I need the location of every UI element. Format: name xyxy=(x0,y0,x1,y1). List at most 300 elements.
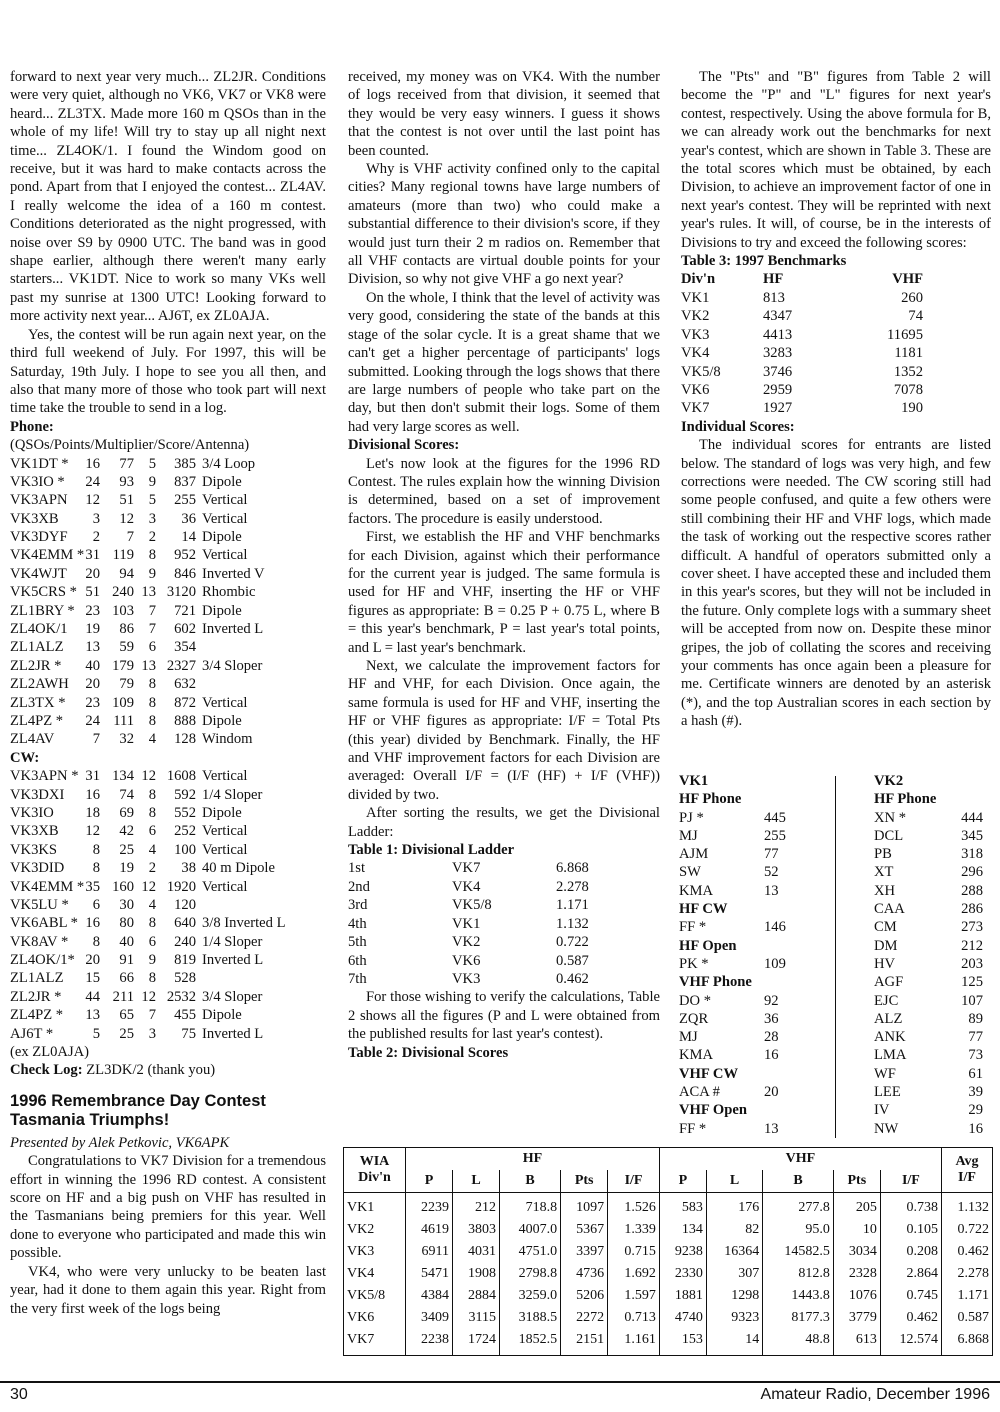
t2-value: 5206 xyxy=(561,1285,608,1307)
entrant-callsign: ACA # xyxy=(679,1084,720,1101)
table-row xyxy=(344,1307,993,1329)
bench-hf: 4347 xyxy=(763,308,793,325)
cell-callsign: VK4EMM * xyxy=(10,547,85,564)
t2-value: 1852.5 xyxy=(500,1329,561,1356)
column-1 xyxy=(10,68,326,1318)
cell-multiplier: 9 xyxy=(148,952,156,969)
t2-value: 0.713 xyxy=(608,1307,660,1329)
t2-value: 277.8 xyxy=(763,1193,834,1220)
cell-points: 74 xyxy=(119,786,134,803)
cell-points: 79 xyxy=(119,676,134,693)
cell-antenna: Vertical xyxy=(202,878,248,895)
cell-multiplier: 12 xyxy=(141,878,156,895)
cell-points: 12 xyxy=(119,510,134,527)
vk2-title: VK2 xyxy=(874,773,904,789)
t2-value: 1.132 xyxy=(942,1193,993,1220)
cell-points: 86 xyxy=(119,621,134,638)
cell-score: 36 xyxy=(181,510,196,527)
cell-callsign: VK3APN xyxy=(10,492,68,509)
cell-antenna: 3/4 Sloper xyxy=(202,988,263,1005)
entrant-callsign: NW xyxy=(874,1120,899,1137)
entrant-score: 125 xyxy=(961,974,983,991)
t2-value: 3779 xyxy=(833,1307,880,1329)
cell-callsign: ZL3TX * xyxy=(10,694,66,711)
paragraph: The "Pts" and "B" figures from Table 2 will become the "P" and "L" figures for next year's contest, respectively. Using the above formula for B, we can already work out the benchmarks for next year's contest, which are shown in Table 3. These are the total scores which must be obtained, by each Division, to achieve an improvement factor of one in next year's contest. They will be reprinted with next year's rules. It will, of course, be in the interests of Divisions to try and exceed the following scores: xyxy=(681,69,991,251)
entrant-callsign: MJ xyxy=(679,827,698,844)
cell-callsign: ZL4AV xyxy=(10,731,55,748)
entrant-callsign: CAA xyxy=(874,901,905,918)
entrant-score: 318 xyxy=(961,846,983,863)
bench-vhf: 11695 xyxy=(887,326,923,343)
cell-antenna: 3/4 Sloper xyxy=(202,657,263,674)
table-row xyxy=(344,1241,993,1263)
ladder-division: VK6 xyxy=(452,952,481,969)
t2-value: 1.526 xyxy=(608,1193,660,1220)
cell-qsos: 31 xyxy=(85,768,100,785)
cw-heading: CW: xyxy=(10,749,40,766)
cell-antenna: 40 m Dipole xyxy=(202,860,275,877)
cell-callsign: ZL2JR * xyxy=(10,657,62,674)
ladder-rank: 1st xyxy=(348,860,366,877)
cell-callsign: ZL1ALZ xyxy=(10,639,64,656)
cell-points: 32 xyxy=(119,731,134,748)
cell-points: 69 xyxy=(119,804,134,821)
ladder-score: 0.722 xyxy=(556,934,589,951)
table-row xyxy=(344,1329,993,1356)
entrant-score: 345 xyxy=(961,827,983,844)
t2-value: 2239 xyxy=(406,1193,453,1220)
cell-multiplier: 13 xyxy=(141,657,156,674)
vk1-section-heading: VHF CW xyxy=(679,1065,739,1082)
ladder-division: VK1 xyxy=(452,915,481,932)
bench-header-div: Div'n xyxy=(681,271,716,288)
bench-division: VK3 xyxy=(681,326,710,343)
cell-multiplier: 8 xyxy=(148,804,156,821)
entrant-callsign: ANK xyxy=(874,1029,906,1046)
cell-callsign: VK3XB xyxy=(10,823,59,840)
publication-info: Amateur Radio, December 1996 xyxy=(760,1386,990,1403)
ladder-division: VK2 xyxy=(452,934,481,951)
cell-score: 240 xyxy=(174,933,196,950)
t2-value: 4007.0 xyxy=(500,1219,561,1241)
table-row xyxy=(344,1285,993,1307)
cell-points: 25 xyxy=(119,841,134,858)
t2-value: 4740 xyxy=(659,1307,706,1329)
bench-division: VK6 xyxy=(681,381,710,398)
cell-score: 528 xyxy=(174,970,196,987)
vk1-section-heading: VHF Open xyxy=(679,1102,747,1119)
t2-value: 205 xyxy=(833,1193,880,1220)
cell-callsign: VK5CRS * xyxy=(10,584,77,601)
t2-division: VK7 xyxy=(344,1329,406,1356)
cell-callsign: AJ6T * xyxy=(10,1025,54,1042)
cell-qsos: 13 xyxy=(85,1007,100,1024)
individual-scores-heading: Individual Scores: xyxy=(681,418,795,435)
cell-antenna: Inverted V xyxy=(202,565,265,582)
entrant-callsign: DO * xyxy=(679,992,712,1009)
column-3 xyxy=(681,68,991,731)
t2-subheader: I/F xyxy=(608,1170,660,1193)
cell-points: 25 xyxy=(119,1025,134,1042)
cell-points: 65 xyxy=(119,1007,134,1024)
t2-value: 1908 xyxy=(453,1263,500,1285)
entrant-callsign: LEE xyxy=(874,1084,901,1101)
cell-antenna: Dipole xyxy=(202,804,242,821)
entrant-callsign: IV xyxy=(874,1102,890,1119)
cell-points: 93 xyxy=(119,473,134,490)
entrant-callsign: KMA xyxy=(679,882,714,899)
bench-division: VK5/8 xyxy=(681,363,721,380)
cell-score: 354 xyxy=(174,639,196,656)
cell-multiplier: 13 xyxy=(141,584,156,601)
t2-subheader: B xyxy=(500,1170,561,1193)
cell-multiplier: 2 xyxy=(148,529,156,546)
cell-multiplier: 9 xyxy=(148,473,156,490)
t2-value: 3397 xyxy=(561,1241,608,1263)
cell-score: 38 xyxy=(181,860,196,877)
t2-value: 8177.3 xyxy=(763,1307,834,1329)
cell-callsign: VK3DID xyxy=(10,860,65,877)
cell-multiplier: 12 xyxy=(141,768,156,785)
cell-score: 888 xyxy=(174,713,196,729)
t2-value: 2.278 xyxy=(942,1263,993,1285)
cell-points: 59 xyxy=(119,639,134,656)
entrant-score: 61 xyxy=(968,1065,983,1082)
bench-header-hf: HF xyxy=(763,271,784,288)
cell-callsign: VK3DXI xyxy=(10,786,65,803)
ladder-rank: 2nd xyxy=(348,878,370,895)
cell-antenna: Inverted L xyxy=(202,621,264,638)
entrant-callsign: XH xyxy=(874,882,896,899)
cell-callsign: VK6ABL * xyxy=(10,915,78,932)
entrant-callsign: MJ xyxy=(679,1029,698,1046)
paragraph: First, we establish the HF and VHF benchmarks for each Division, against which their performance for the current year is judged. The same formula is used for HF and VHF, inserting the HF or VHF figures as appropriate: B = 0.25 P + 0.75 L, where B = this year's benchmark, P = last year's total points, and L = last year's benchmark. xyxy=(348,529,660,656)
ladder-division: VK4 xyxy=(452,878,481,895)
cell-antenna: 3/4 Loop xyxy=(202,455,256,472)
paragraph: On the whole, I think that the level of activity was very good, considering the state of the bands at this stage of the solar cycle. It is a great shame that we can't get a higher percentage of participants' logs submitted. Looking through the logs shows that there are large numbers of people who take part on the day, but then don't submit their logs. Some of them had very large scores as well. xyxy=(348,289,660,435)
bench-hf: 3283 xyxy=(763,345,793,362)
cell-antenna: Rhombic xyxy=(202,584,256,601)
ex-note: (ex ZL0AJA) xyxy=(10,1044,90,1061)
cell-score: 14 xyxy=(181,529,196,546)
t2-value: 1076 xyxy=(833,1285,880,1307)
paragraph: Yes, the contest will be run again next year, on the third full weekend of July. For 1997, this will be Saturday, 19th July. I hope to see you all then, and also that many more of those who took part will next time take the trouble to send in a log. xyxy=(10,326,326,417)
cell-score: 1920 xyxy=(166,878,196,895)
bench-hf: 3746 xyxy=(763,363,793,380)
cell-multiplier: 5 xyxy=(148,455,156,472)
bench-hf: 813 xyxy=(763,289,785,306)
cell-antenna: Vertical xyxy=(202,841,248,858)
cell-qsos: 20 xyxy=(85,952,100,969)
cell-callsign: VK5LU * xyxy=(10,896,69,913)
cell-callsign: VK3APN * xyxy=(10,768,79,785)
paragraph: Next, we calculate the improvement factors for HF and VHF, for each Division. Once again, the same formula is used for HF and VHF, inserting the HF or VHF figures as appropriate: I/F = Total Pts (this year) divided by Benchmark. Finally, the HF and VHF improvement factors for each Division are averaged: Overall I/F = (I/F (HF) + I/F (VHF)) divided by two. xyxy=(348,658,660,803)
vk2-section: HF Phone xyxy=(874,791,937,808)
cell-score: 846 xyxy=(174,565,196,582)
cell-qsos: 44 xyxy=(85,988,100,1005)
entrant-callsign: EJC xyxy=(874,992,899,1009)
cell-score: 255 xyxy=(174,492,196,509)
ladder-score: 2.278 xyxy=(556,878,589,895)
cell-qsos: 16 xyxy=(85,786,100,803)
t2-value: 14582.5 xyxy=(763,1241,834,1263)
vk1-section-heading: HF CW xyxy=(679,901,728,918)
cell-points: 160 xyxy=(112,878,134,895)
bench-vhf: 74 xyxy=(908,308,923,325)
t2-value: 4384 xyxy=(406,1285,453,1307)
paragraph: Why is VHF activity confined only to the capital cities? Many regional towns have large numbers of amateurs (more than two) who could make a substantial difference to their division's score, if they would just turn their 2 m radios on. Remember that all VHF contacts are virtual double points for your Division, so why not give VHF a go next year? xyxy=(348,161,660,288)
t2-value: 2328 xyxy=(833,1263,880,1285)
cell-multiplier: 6 xyxy=(148,933,156,950)
cell-callsign: ZL1ALZ xyxy=(10,970,64,987)
entrant-callsign: DM xyxy=(874,937,898,954)
cell-points: 7 xyxy=(126,529,134,546)
cell-callsign: VK4WJT xyxy=(10,565,67,582)
cell-antenna: Dipole xyxy=(202,1007,242,1024)
cell-multiplier: 7 xyxy=(148,1007,156,1024)
vk1-section-heading: VHF Phone xyxy=(679,974,752,991)
cell-antenna: Vertical xyxy=(202,510,248,527)
paragraph: After sorting the results, we get the Divisional Ladder: xyxy=(348,805,660,840)
t2-value: 3188.5 xyxy=(500,1307,561,1329)
cell-qsos: 20 xyxy=(85,565,100,582)
t2-value: 1724 xyxy=(453,1329,500,1356)
cell-antenna xyxy=(202,638,326,656)
cell-score: 3120 xyxy=(166,584,196,601)
t2-value: 2151 xyxy=(561,1329,608,1356)
ladder-rank: 4th xyxy=(348,915,367,932)
cell-callsign: VK8AV * xyxy=(10,933,69,950)
check-log-label: Check Log: xyxy=(10,1062,83,1079)
bench-vhf: 190 xyxy=(901,400,923,417)
ladder-score: 6.868 xyxy=(556,860,589,877)
table1-title: Table 1: Divisional Ladder xyxy=(348,842,515,859)
cell-score: 128 xyxy=(174,731,196,748)
t2-value: 1.692 xyxy=(608,1263,660,1285)
entrant-callsign: XT xyxy=(874,864,894,881)
cell-score: 385 xyxy=(174,455,196,472)
column-2 xyxy=(348,68,660,1062)
table-row xyxy=(344,1263,993,1285)
cell-antenna: Inverted L xyxy=(202,952,264,969)
cell-antenna: Dipole xyxy=(202,713,242,729)
cell-qsos: 35 xyxy=(85,878,100,895)
cell-score: 120 xyxy=(174,896,196,913)
t2-subheader: P xyxy=(406,1170,453,1193)
t2-value: 0.722 xyxy=(942,1219,993,1241)
t2-division: VK2 xyxy=(344,1219,406,1241)
entrant-score: 89 xyxy=(968,1010,983,1027)
cell-qsos: 15 xyxy=(85,970,100,987)
t2-value: 1298 xyxy=(706,1285,762,1307)
vk1-section-heading: HF Phone xyxy=(679,791,742,808)
t2-value: 4736 xyxy=(561,1263,608,1285)
entrant-score: 77 xyxy=(764,846,779,863)
t2-value: 3259.0 xyxy=(500,1285,561,1307)
t2-value: 2.864 xyxy=(880,1263,941,1285)
t2-division: VK1 xyxy=(344,1193,406,1220)
t2-value: 6911 xyxy=(406,1241,453,1263)
divisional-ladder-table xyxy=(348,859,660,988)
cell-multiplier: 8 xyxy=(148,970,156,987)
t2-value: 0.715 xyxy=(608,1241,660,1263)
t2-subheader: Pts xyxy=(833,1170,880,1193)
t2-value: 1.597 xyxy=(608,1285,660,1307)
cell-antenna: 1/4 Sloper xyxy=(202,786,263,803)
entrant-callsign: FF * xyxy=(679,919,707,936)
cell-points: 77 xyxy=(119,455,134,472)
vk1-scores xyxy=(679,772,827,1138)
ladder-division: VK7 xyxy=(452,860,481,877)
t2-value: 1.171 xyxy=(942,1285,993,1307)
t2-value: 4751.0 xyxy=(500,1241,561,1263)
t2-subheader: B xyxy=(763,1170,834,1193)
cell-qsos: 16 xyxy=(85,915,100,932)
cell-qsos: 23 xyxy=(85,602,100,619)
paragraph: Let's now look at the figures for the 1996 RD Contest. The rules explain how the winning Division is determined, based on a set of improvement factors. The procedure is easily understood. xyxy=(348,455,660,527)
cell-score: 640 xyxy=(174,915,196,932)
t2-value: 1097 xyxy=(561,1193,608,1220)
cell-antenna: 3/8 Inverted L xyxy=(202,915,286,932)
cw-results-table xyxy=(10,767,326,1043)
paragraph: received, my money was on VK4. With the number of logs received from that division, it seemed that they would be very easy winners. I guess it shows that the contest is not over until the last point has been counted. xyxy=(348,69,660,159)
entrant-score: 73 xyxy=(968,1047,983,1064)
entrant-score: 296 xyxy=(961,864,983,881)
t2-value: 9238 xyxy=(659,1241,706,1263)
bench-division: VK2 xyxy=(681,308,710,325)
entrant-callsign: FF * xyxy=(679,1120,707,1137)
check-log-text: ZL3DK/2 (thank you) xyxy=(86,1062,216,1079)
cell-callsign: ZL2AWH xyxy=(10,676,69,693)
t2-value: 613 xyxy=(833,1329,880,1356)
cell-multiplier: 8 xyxy=(148,694,156,711)
t2-value: 4031 xyxy=(453,1241,500,1263)
cell-multiplier: 6 xyxy=(148,639,156,656)
bench-division: VK7 xyxy=(681,400,710,417)
entrant-score: 444 xyxy=(961,809,983,826)
ladder-score: 1.132 xyxy=(556,915,589,932)
cell-multiplier: 7 xyxy=(148,621,156,638)
entrant-score: 52 xyxy=(764,864,779,881)
t2-value: 5471 xyxy=(406,1263,453,1285)
cell-antenna xyxy=(202,896,326,914)
cell-antenna: Vertical xyxy=(202,694,248,711)
cell-points: 134 xyxy=(112,768,134,785)
cell-points: 66 xyxy=(119,970,134,987)
t2-value: 16364 xyxy=(706,1241,762,1263)
entrant-score: 288 xyxy=(961,882,983,899)
page-number: 30 xyxy=(10,1386,28,1403)
cell-score: 837 xyxy=(174,473,196,490)
t2-value: 0.105 xyxy=(880,1219,941,1241)
cell-callsign: VK3KS xyxy=(10,841,58,858)
ladder-score: 0.587 xyxy=(556,952,589,969)
t2-subheader: P xyxy=(659,1170,706,1193)
cell-score: 952 xyxy=(174,547,196,564)
entrant-callsign: ALZ xyxy=(874,1010,903,1027)
t2-value: 1.339 xyxy=(608,1219,660,1241)
divisional-scores-table xyxy=(343,1147,993,1356)
t2-value: 0.745 xyxy=(880,1285,941,1307)
t2-value: 1.161 xyxy=(608,1329,660,1356)
cell-antenna: Vertical xyxy=(202,492,248,509)
cell-qsos: 20 xyxy=(85,676,100,693)
t2-value: 10 xyxy=(833,1219,880,1241)
t2-value: 583 xyxy=(659,1193,706,1220)
cell-score: 592 xyxy=(174,786,196,803)
t2-value: 0.587 xyxy=(942,1307,993,1329)
entrant-score: 212 xyxy=(961,937,983,954)
cell-points: 109 xyxy=(112,694,134,711)
divisional-scores-heading: Divisional Scores: xyxy=(348,437,460,454)
vk2-table xyxy=(874,809,989,1138)
t2-value: 9323 xyxy=(706,1307,762,1329)
cell-score: 552 xyxy=(174,804,196,821)
article-title: 1996 Remembrance Day Contest Tasmania Triumphs! xyxy=(10,1091,266,1129)
entrant-callsign: PJ * xyxy=(679,809,704,826)
cell-multiplier: 8 xyxy=(148,915,156,932)
cell-score: 2327 xyxy=(166,657,196,674)
cell-multiplier: 5 xyxy=(148,492,156,509)
vk2-scores xyxy=(874,772,989,1138)
cell-qsos: 2 xyxy=(92,529,100,546)
cell-antenna: Vertical xyxy=(202,768,248,785)
t2-value: 2272 xyxy=(561,1307,608,1329)
t2-value: 3115 xyxy=(453,1307,500,1329)
cell-multiplier: 4 xyxy=(148,731,156,748)
cell-qsos: 40 xyxy=(85,657,100,674)
t2-value: 134 xyxy=(659,1219,706,1241)
cell-callsign: VK3IO xyxy=(10,804,54,821)
cell-score: 100 xyxy=(174,841,196,858)
cell-qsos: 8 xyxy=(92,841,100,858)
cell-callsign: VK3IO * xyxy=(10,473,65,490)
t2-value: 0.208 xyxy=(880,1241,941,1263)
cell-score: 2532 xyxy=(166,988,196,1005)
entrant-score: 109 xyxy=(764,955,786,972)
cell-antenna xyxy=(202,675,326,693)
cell-qsos: 23 xyxy=(85,694,100,711)
cell-score: 602 xyxy=(174,621,196,638)
cell-antenna: Windom xyxy=(202,731,253,748)
t2-subheader: Pts xyxy=(561,1170,608,1193)
entrant-callsign: DCL xyxy=(874,827,904,844)
cell-points: 103 xyxy=(112,602,134,619)
t2-header-avg: Avg I/F xyxy=(942,1148,993,1193)
cell-score: 721 xyxy=(174,602,196,619)
t2-value: 6.868 xyxy=(942,1329,993,1356)
t2-value: 212 xyxy=(453,1193,500,1220)
cell-qsos: 12 xyxy=(85,823,100,840)
t2-value: 153 xyxy=(659,1329,706,1356)
entrant-score: 286 xyxy=(961,901,983,918)
cell-points: 80 xyxy=(119,915,134,932)
cell-callsign: VK3DYF xyxy=(10,529,68,546)
cell-qsos: 12 xyxy=(85,492,100,509)
bench-hf: 4413 xyxy=(763,326,793,343)
paragraph: VK4, who were very unlucky to be beaten last year, had it done to them again this year. Right from the very first week of the logs being xyxy=(10,1263,326,1317)
cell-multiplier: 8 xyxy=(148,676,156,693)
t2-value: 5367 xyxy=(561,1219,608,1241)
bench-vhf: 7078 xyxy=(893,381,923,398)
entrant-score: 255 xyxy=(764,827,786,844)
cell-antenna xyxy=(202,969,326,987)
cell-qsos: 3 xyxy=(92,510,100,527)
cell-qsos: 8 xyxy=(92,933,100,950)
t2-value: 48.8 xyxy=(763,1329,834,1356)
ladder-rank: 3rd xyxy=(348,897,368,914)
entrant-score: 29 xyxy=(968,1102,983,1119)
